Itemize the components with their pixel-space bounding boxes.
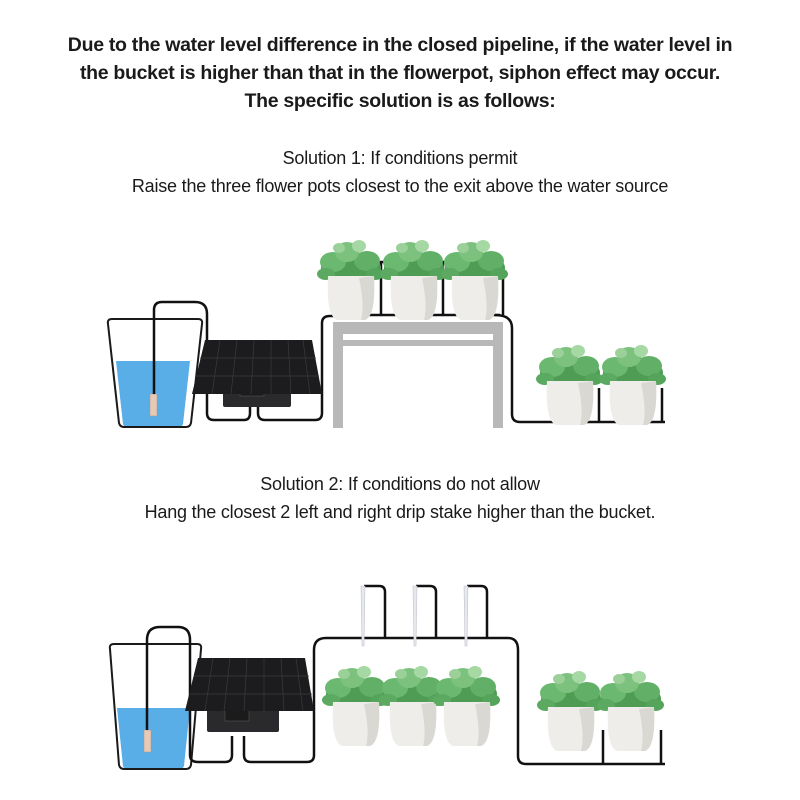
headline-line-1: Due to the water level difference in the closed pipeline, if the water level in	[67, 34, 733, 56]
drip-stake-2	[413, 586, 417, 646]
solution-2-diagram	[0, 570, 800, 780]
plant-3	[433, 666, 500, 746]
solution-1-diagram	[0, 228, 800, 438]
plant-floor-2	[599, 345, 666, 425]
table	[333, 322, 503, 428]
headline-line-2: the bucket is higher than that in the flowerpot, siphon effect may occur.	[79, 62, 721, 84]
solution-2-description: Hang the closest 2 left and right drip stake higher than the bucket.	[144, 502, 656, 522]
solution-2-title: Solution 2: If conditions do not allow	[260, 474, 540, 494]
plant-2	[379, 666, 446, 746]
solution-2-text	[0, 470, 800, 526]
drip-stake-3	[464, 586, 468, 646]
solution-1-description: Raise the three flower pots closest to the exit above the water source	[131, 176, 669, 196]
solution-1-text	[0, 144, 800, 200]
plant-floor-1	[536, 345, 603, 425]
plant-4	[537, 671, 604, 751]
drip-stake-1	[361, 586, 365, 646]
plant-5	[597, 671, 664, 751]
plant-raised-2	[380, 240, 447, 320]
plant-raised-1	[317, 240, 384, 320]
headline	[0, 31, 800, 115]
plant-raised-3	[441, 240, 508, 320]
plant-1	[322, 666, 389, 746]
headline-line-3: The specific solution is as follows:	[244, 90, 556, 112]
solar-pump-panel	[192, 340, 322, 407]
solution-1-title: Solution 1: If conditions permit	[282, 148, 518, 168]
solar-pump-panel	[185, 658, 314, 732]
